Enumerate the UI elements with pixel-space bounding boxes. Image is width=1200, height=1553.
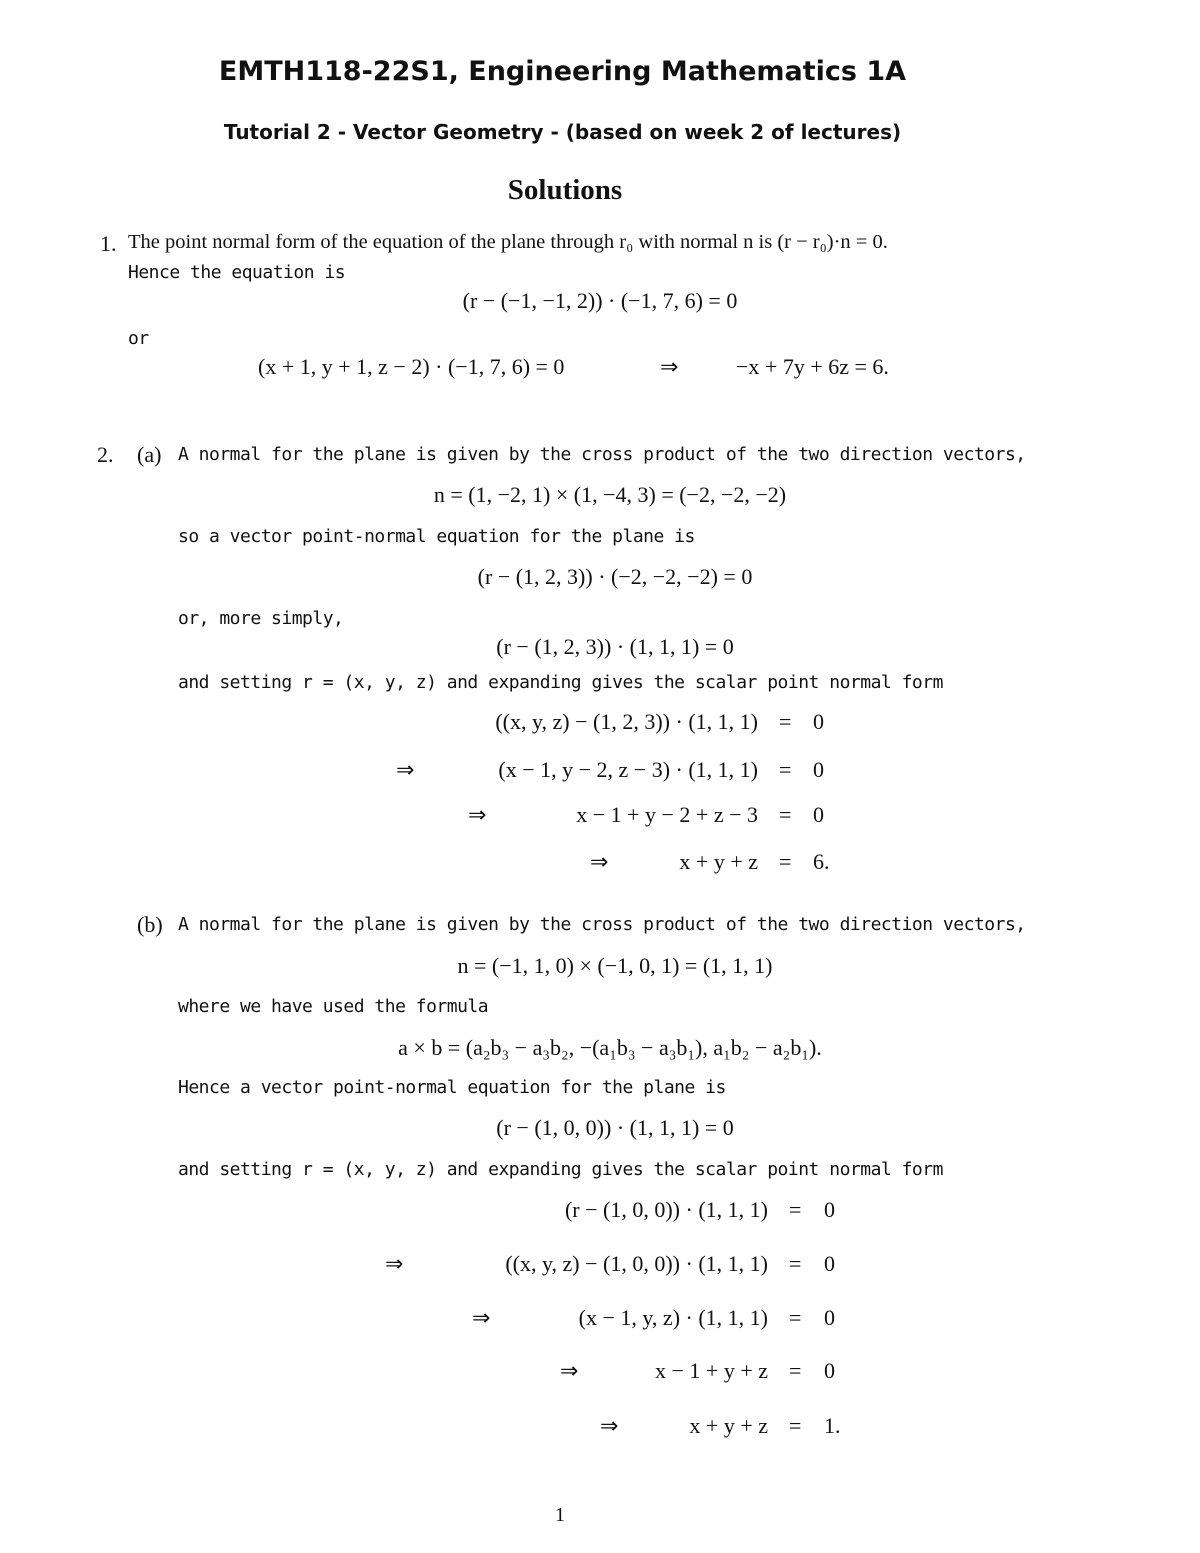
q2b-step-3-eq: =	[789, 1305, 802, 1330]
q2b-step-2-lhs: ((x, y, z) − (1, 0, 0)) · (1, 1, 1)	[505, 1251, 768, 1276]
q2a-text-2: so a vector point-normal equation for the plane is	[178, 526, 695, 547]
q2a-step-3-rhs: 0	[813, 802, 824, 827]
q2b-intro: A normal for the plane is given by the cross product of the two direction vectors,	[178, 914, 1026, 935]
q2b-label: (b)	[137, 912, 163, 937]
q1-equation-1: (r − (−1, −1, 2)) · (−1, 7, 6) = 0	[462, 288, 738, 313]
q2a-step-3-arrow: ⇒	[468, 802, 487, 827]
q2a-step-3-eq: =	[779, 802, 792, 827]
q2a-step-1-lhs: ((x, y, z) − (1, 2, 3)) · (1, 1, 1)	[495, 709, 758, 734]
q2a-step-4-eq: =	[779, 849, 792, 874]
q1-equation-2-right: −x + 7y + 6z = 6.	[736, 354, 889, 379]
q2a-step-3-lhs: x − 1 + y − 2 + z − 3	[576, 802, 758, 827]
q2-number: 2.	[97, 442, 114, 467]
q2b-step-2-rhs: 0	[824, 1251, 835, 1276]
q2b-step-5-rhs: 1.	[824, 1413, 841, 1438]
q2a-vector-equation: (r − (1, 2, 3)) · (−2, −2, −2) = 0	[477, 564, 753, 589]
q2a-text-4: and setting r = (x, y, z) and expanding gives the scalar point normal form	[178, 672, 943, 693]
q2a-step-4-rhs: 6.	[813, 849, 830, 874]
q1-or: or	[128, 328, 149, 349]
q2a-step-4-arrow: ⇒	[590, 849, 609, 874]
q2b-step-4-arrow: ⇒	[560, 1358, 579, 1383]
q2a-step-2-lhs: (x − 1, y − 2, z − 3) · (1, 1, 1)	[498, 757, 758, 782]
q2b-step-4-eq: =	[789, 1358, 802, 1383]
q1-intro: The point normal form of the equation of the plane through r₀ with normal n is (r − r₀)·n = 0.	[128, 231, 888, 253]
q2a-step-1-rhs: 0	[813, 709, 824, 734]
q2b-step-1-rhs: 0	[824, 1197, 835, 1222]
q2a-simple-equation: (r − (1, 2, 3)) · (1, 1, 1) = 0	[496, 634, 734, 659]
q2b-step-1-eq: =	[789, 1197, 802, 1222]
tutorial-title: Tutorial 2 - Vector Geometry - (based on week 2 of lectures)	[223, 120, 902, 144]
q2b-text-4: and setting r = (x, y, z) and expanding gives the scalar point normal form	[178, 1159, 943, 1180]
page-number: 1	[555, 1504, 565, 1526]
q2b-step-5-lhs: x + y + z	[689, 1413, 768, 1438]
q2b-step-5-eq: =	[789, 1413, 802, 1438]
q2b-step-3-rhs: 0	[824, 1305, 835, 1330]
q2b-step-5-arrow: ⇒	[600, 1413, 619, 1438]
q2b-vector-equation: (r − (1, 0, 0)) · (1, 1, 1) = 0	[496, 1115, 734, 1140]
course-title: EMTH118-22S1, Engineering Mathematics 1A	[218, 56, 907, 87]
q1-intro2: Hence the equation is	[128, 262, 346, 283]
q2a-normal-equation: n = (1, −2, 1) × (1, −4, 3) = (−2, −2, −2)	[433, 482, 787, 507]
q2b-text-3: Hence a vector point-normal equation for the plane is	[178, 1077, 726, 1098]
q2b-step-2-arrow: ⇒	[385, 1251, 404, 1276]
q2b-cross-product-formula: a × b = (a₂b₃ − a₃b₂, −(a₁b₃ − a₃b₁), a₁b₂ − a₂b₁).	[398, 1035, 822, 1060]
solutions-heading: Solutions	[507, 174, 623, 206]
q2a-label: (a)	[137, 442, 162, 467]
q2b-normal-equation: n = (−1, 1, 0) × (−1, 0, 1) = (1, 1, 1)	[457, 953, 773, 978]
q2a-step-1-eq: =	[779, 709, 792, 734]
q2b-step-4-lhs: x − 1 + y + z	[655, 1358, 768, 1383]
q2a-step-4-lhs: x + y + z	[679, 849, 758, 874]
q2b-step-4-rhs: 0	[824, 1358, 835, 1383]
q1-implies: ⇒	[660, 354, 679, 379]
q2a-text-3: or, more simply,	[178, 608, 344, 629]
q2a-step-2-eq: =	[779, 757, 792, 782]
q2b-text-2: where we have used the formula	[178, 996, 489, 1017]
q1-number: 1.	[100, 231, 117, 256]
q2a-step-2-arrow: ⇒	[396, 757, 415, 782]
q1-equation-2-left: (x + 1, y + 1, z − 2) · (−1, 7, 6) = 0	[258, 354, 565, 379]
q2b-step-3-arrow: ⇒	[472, 1305, 491, 1330]
q2b-step-2-eq: =	[789, 1251, 802, 1276]
q2a-step-2-rhs: 0	[813, 757, 824, 782]
q2b-step-1-lhs: (r − (1, 0, 0)) · (1, 1, 1)	[564, 1197, 768, 1222]
q2a-intro: A normal for the plane is given by the cross product of the two direction vectors,	[178, 444, 1026, 465]
q2b-step-3-lhs: (x − 1, y, z) · (1, 1, 1)	[578, 1305, 768, 1330]
